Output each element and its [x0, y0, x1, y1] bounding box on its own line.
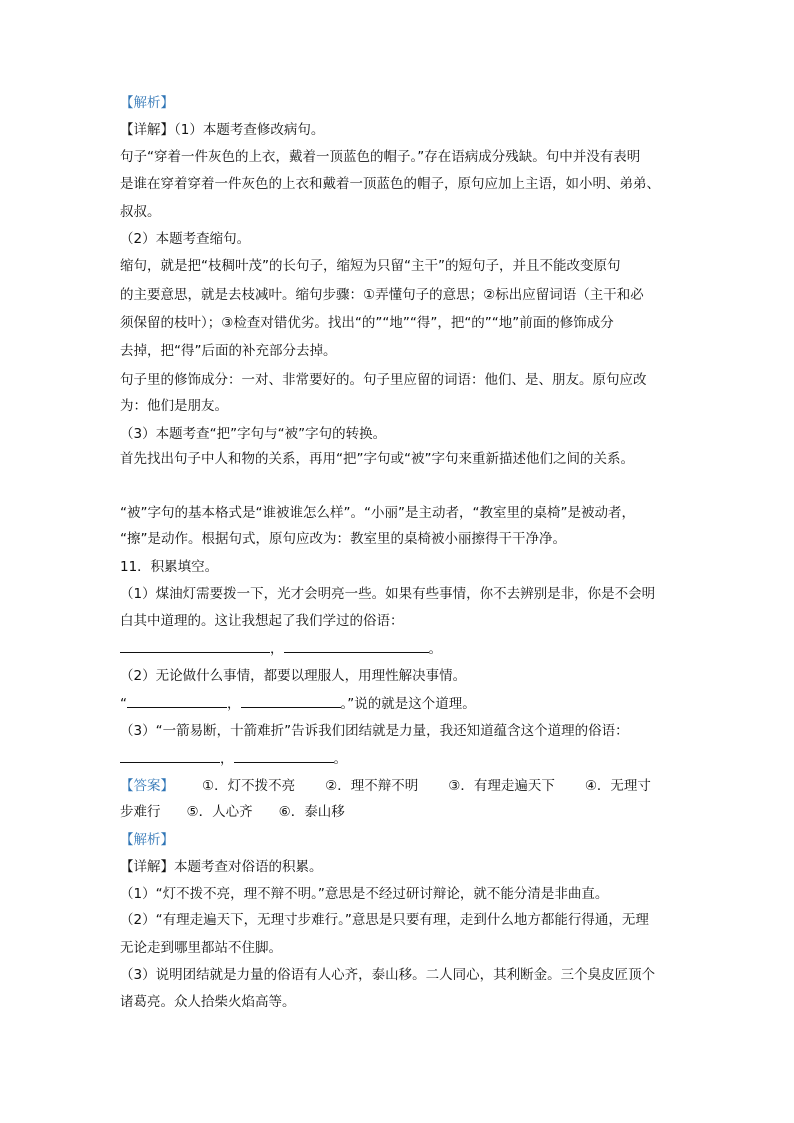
answer-item: ②．理不辩不明 [325, 778, 419, 794]
blank-row-3 [120, 750, 347, 768]
text-line: （3）说明团结就是力量的俗语有人心齐，泰山移。二人同心，其利断金。三个臭皮匠顶个 [120, 967, 656, 983]
text-line: （3）本题考查“把”字句与“被”字句的转换。 [120, 426, 387, 442]
text-line: 是谁在穿着穿着一件灰色的上衣和戴着一顶蓝色的帽子，原句应加上主语，如小明、弟弟、 [120, 176, 660, 192]
text-line: “擦”是动作。根据句式，原句应改为：教室里的桌椅被小丽擦得干干净净。 [120, 531, 566, 547]
question-text: （2）无论做什么事情，都要以理服人，用理性解决事情。 [120, 668, 467, 684]
text-line: 去掉，把“得”后面的补充部分去掉。 [120, 343, 337, 359]
text-line: “被”字句的基本格式是“谁被谁怎么样”。“小丽”是主动者，“教室里的桌椅”是被动者， [120, 505, 635, 521]
text-line: 诸葛亮。众人拾柴火焰高等。 [120, 994, 296, 1010]
text-line: 须保留的枝叶）；③检查对错优劣。找出“的”“地”“得”，把“的”“地”前面的修饰成分 [120, 315, 614, 331]
answer-blank[interactable] [284, 640, 429, 653]
comma: ， [270, 641, 284, 657]
text-line: 为：他们是朋友。 [120, 398, 228, 414]
text-line: 缩句，就是把“枝稠叶茂”的长句子，缩短为只留“主干”的短句子，并且不能改变原句 [120, 258, 621, 274]
text-line: 叔叔。 [120, 204, 161, 220]
analysis-tag: 【解析】 [120, 95, 174, 111]
question-text: （3）“一箭易断，十箭难折”告诉我们团结就是力量，我还知道蕴含这个道理的俗语： [120, 723, 629, 739]
detail-line [120, 121, 324, 139]
question-title: 11．积累填空。 [120, 559, 219, 575]
comma: ， [220, 751, 234, 767]
answer-item: 步难行 [120, 804, 161, 820]
text-line: 首先找出句子中人和物的关系，再用“把”字句或“被”字句来重新描述他们之间的关系。 [120, 451, 634, 467]
text-line: （1）“灯不拨不亮，理不辩不明。”意思是不经过研讨辩论，就不能分清是非曲直。 [120, 886, 609, 902]
text-line: （2）“有理走遍天下，无理寸步难行。”意思是只要有理，走到什么地方都能行得通，无理 [120, 912, 649, 928]
text-line: 本题考查对俗语的积累。 [174, 859, 323, 875]
detail-tag: 【详解】 [120, 859, 174, 875]
blank-row-2 [120, 695, 476, 713]
answer-blank[interactable] [234, 750, 334, 763]
text-line: 的主要意思，就是去枝减叶。缩句步骤：①弄懂句子的意思；②标出应留词语（主干和必 [120, 287, 644, 303]
answer-tag: 【答案】 [120, 778, 174, 794]
answer-blank[interactable] [127, 695, 227, 708]
open-quote: “ [120, 696, 127, 712]
answer-line [120, 777, 651, 795]
analysis-tag: 【解析】 [120, 832, 174, 848]
text-line: （2）本题考查缩句。 [120, 231, 251, 247]
detail-tag: 【详解】 [120, 122, 174, 138]
answer-blank[interactable] [120, 750, 220, 763]
answer-blank[interactable] [120, 640, 270, 653]
answer-item: ④．无理寸 [584, 778, 651, 794]
text-line: （1）本题考查修改病句。 [174, 122, 325, 138]
answer-line [120, 803, 345, 821]
period: 。 [333, 751, 347, 767]
detail-line [120, 858, 323, 876]
text-line: 句子“穿着一件灰色的上衣，戴着一顶蓝色的帽子。”存在语病成分残缺。句中并没有表明 [120, 149, 641, 165]
question-text: 白其中道理的。这让我想起了我们学过的俗语： [120, 613, 404, 629]
comma: ， [227, 696, 241, 712]
text-line: 句子里的修饰成分：一对、非常要好的。句子里应留的词语：他们、是、朋友。原句应改 [120, 372, 647, 388]
period: 。 [428, 641, 442, 657]
question-text: （1）煤油灯需要拨一下，光才会明亮一些。如果有些事情，你不去辨别是非，你是不会明 [120, 586, 656, 602]
question-tail: 。”说的就是这个道理。 [340, 696, 476, 712]
answer-item: ⑤．人心齐 [186, 804, 253, 820]
answer-item: ③．有理走遍天下 [448, 778, 555, 794]
answer-item: ⑥．泰山移 [278, 804, 345, 820]
answer-blank[interactable] [241, 695, 341, 708]
answer-item: ①．灯不拨不亮 [202, 778, 296, 794]
blank-row-1 [120, 640, 442, 658]
text-line: 无论走到哪里都站不住脚。 [120, 940, 282, 956]
